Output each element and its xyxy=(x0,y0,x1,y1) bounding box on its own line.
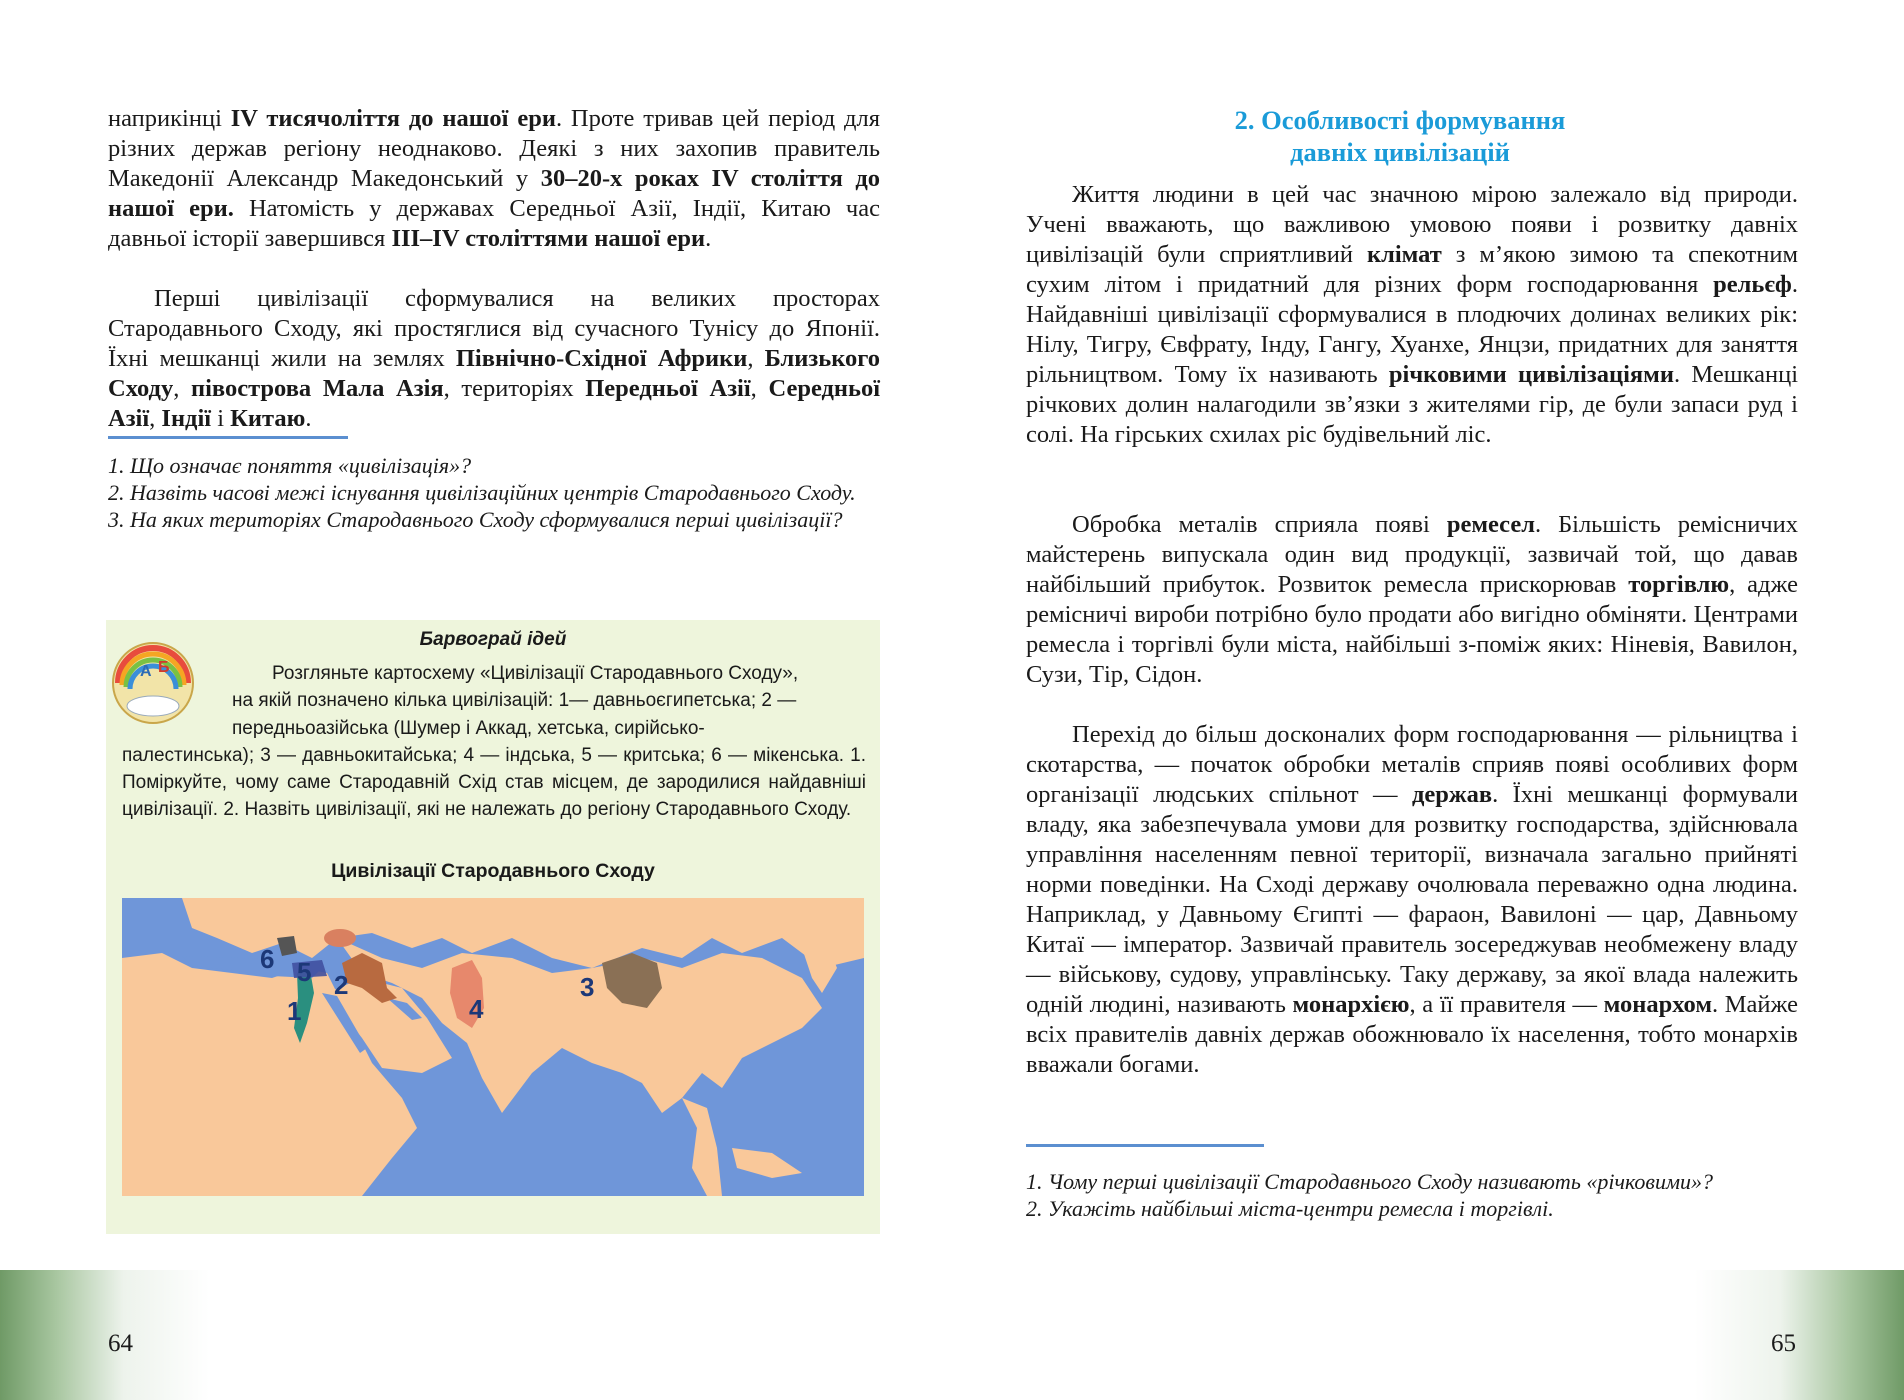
text-run: , xyxy=(747,345,765,372)
text-run: з м’якою зимою та спекотним сухим літом і придатний для різних форм господарювання xyxy=(1026,241,1798,298)
question-item: 2. Укажіть найбільші міста-центри ремесла і торгівлі. xyxy=(1026,1196,1554,1221)
ideas-box xyxy=(106,620,880,1234)
svg-text:А: А xyxy=(140,663,152,680)
section-heading-line: давніх цивілізацій xyxy=(1290,137,1510,167)
section-heading-line: 2. Особливості формування xyxy=(1234,105,1566,135)
section-rule xyxy=(1026,1144,1264,1147)
text-run: , xyxy=(173,375,191,402)
box-text xyxy=(122,660,866,824)
text-run: . Мешканці річкових долин налагодили зв’язки з жителями гір, де були запаси руд і солі. На гірських схилах ріс будівельний ліс. xyxy=(1026,361,1798,448)
question-item: 3. На яких територіях Стародавнього Сходу сформувалися перші цивілізації? xyxy=(108,507,843,532)
text-run: . Проте тривав цей період для різних держав регіону неоднаково. Деякі з них захопив правитель Македонії Александр Македонський у xyxy=(108,105,880,192)
map-title: Цивілізації Стародавнього Сходу xyxy=(331,860,655,882)
bold-term: держав xyxy=(1411,781,1493,808)
bold-term: Китаю xyxy=(230,405,306,432)
text-run: , xyxy=(149,405,162,432)
box-text-line: передньоазійська (Шумер і Аккад, хетська, сирійсько- xyxy=(232,717,705,739)
text-run: . Більшість ремісничих майстерень випускала один вид продукції, зазвичай той, що давав найбільший прибуток. Розвиток ремесла прискорював xyxy=(1026,511,1798,598)
text-run: і xyxy=(211,405,231,432)
bold-term: півострова Мала Азія xyxy=(190,375,444,402)
bold-term: Північно-Східної Африки xyxy=(455,345,748,372)
map-label: 6 xyxy=(260,944,275,974)
question-item: 1. Чому перші цивілізації Стародавнього Сходу називають «річковими»? xyxy=(1026,1169,1713,1194)
text-run: , а її правителя — xyxy=(1409,991,1604,1018)
question-item: 2. Назвіть часові межі існування цивілізаційних центрів Стародавнього Сходу. xyxy=(108,480,856,505)
bold-term: 30–20-х роках IV століття до нашої ери. xyxy=(108,165,880,222)
text-run: Життя людини в цей час значною мірою залежало від природи. Учені вважають, що важливою умовою появи і розвитку давніх цивілізацій були сприятливий xyxy=(1026,181,1798,268)
left-paragraph-2 xyxy=(108,284,880,434)
text-run: Перехід до більш досконалих форм господарювання — рільництва і скотарства, — початок обробки металів сприяв появі особливих форм організації людських спільнот — xyxy=(1026,721,1798,808)
map-label: 1 xyxy=(287,996,302,1026)
map-label: 5 xyxy=(297,957,312,987)
bold-term: Індії xyxy=(161,405,212,432)
text-run: , xyxy=(750,375,769,402)
left-paragraph-1 xyxy=(108,104,880,254)
text-run: . Їхні мешканці формували владу, яка забезпечувала умови для розвитку господарства, здійснювала управління населенням певної території, визначала загально прийняті норми поведінки. На Сході державу очолювала переважно одна людина. Наприклад, у Давньому Єгипті — фараон, Вавилоні — цар, Давньому Китаї — імператор. Зазвичай правитель зосереджував необмежену владу — військову, судову, управлінську. Таку державу, за якої влада належить одній людині, називають xyxy=(1026,781,1798,1018)
bold-term: III–IV століттями нашої ери xyxy=(391,225,706,252)
box-title: Барвограй ідей xyxy=(419,629,567,650)
page-number: 65 xyxy=(1771,1330,1796,1357)
section-heading xyxy=(1022,104,1778,168)
right-paragraph-1 xyxy=(1026,180,1798,450)
bold-term: клімат xyxy=(1366,241,1442,268)
page-footer xyxy=(952,1270,1904,1400)
bold-term: Середньої Азії xyxy=(108,375,881,432)
text-run: наприкінці xyxy=(108,105,231,132)
question-item: 1. Що означає поняття «цивілізація»? xyxy=(108,453,472,478)
text-run: . Майже всіх правителів давніх держав обожнювало їх населення, тобто монархів вважали богами. xyxy=(1026,991,1799,1078)
bold-term: Близького Сходу xyxy=(108,345,881,402)
text-run: . xyxy=(305,405,312,432)
civilizations-map xyxy=(122,898,864,1196)
bold-term: торгівлю xyxy=(1628,571,1730,598)
right-page xyxy=(952,0,1904,1400)
bold-term: ремесел xyxy=(1446,511,1535,538)
right-questions xyxy=(1026,1168,1798,1222)
left-questions xyxy=(108,452,880,533)
bold-term: монархією xyxy=(1292,991,1410,1018)
bold-term: IV тисячоліття до нашої ери xyxy=(230,105,556,132)
box-text-rest: палестинська); 3 — давньокитайська; 4 — індська, 5 — критська; 6 — мікенська. 1. Поміркуйте, чому саме Стародавній Схід став місцем, де зародилися найдавніші цивілізації. 2. Назвіть цивілізації, які не належать до регіону Стародавнього Сходу. xyxy=(122,744,866,821)
page-number: 64 xyxy=(108,1330,133,1357)
text-run: . Найдавніші цивілізації сформувалися в плодючих долинах великих рік: Нілу, Тигру, Євфрату, Інду, Гангу, Хуанхе, Янцзи, придатних для заняття рільництвом. Тому їх називають xyxy=(1026,271,1798,388)
bold-term: монархом xyxy=(1603,991,1713,1018)
text-run: . xyxy=(705,225,712,252)
svg-text:Б: Б xyxy=(158,659,170,676)
map-label: 2 xyxy=(334,970,349,1000)
map-label: 3 xyxy=(580,972,595,1002)
bold-term: річковими цивілізаціями xyxy=(1388,361,1674,388)
page-footer xyxy=(0,1270,952,1400)
bold-term: рельєф xyxy=(1713,271,1792,298)
bold-term: Передньої Азії xyxy=(585,375,751,402)
box-text-line: на якій позначено кілька цивілізацій: 1— давньоєгипетська; 2 — xyxy=(232,690,797,712)
box-text-line: Розгляньте картосхему «Цивілізації Стародавнього Сходу», xyxy=(272,663,799,684)
text-run: Натомість у державах Середньої Азії, Індії, Китаю час давньої історії завершився xyxy=(108,195,880,252)
text-run: Обробка металів сприяла появі xyxy=(1072,511,1447,538)
map-label: 4 xyxy=(469,994,484,1024)
section-rule xyxy=(108,436,348,439)
text-run: Перші цивілізації сформувалися на великих просторах Стародавнього Сходу, які простяглися від сучасного Тунісу до Японії. Їхні мешканці жили на землях xyxy=(108,285,880,372)
right-paragraph-3 xyxy=(1026,720,1798,1080)
text-run: , адже ремісничі вироби потрібно було продати або вигідно обміняти. Центрами ремесла і торгівлі були міста, найбільші з-поміж яких: Ніневія, Вавилон, Сузи, Тір, Сідон. xyxy=(1026,571,1798,688)
text-run: , територіях xyxy=(443,375,586,402)
right-paragraph-2 xyxy=(1026,510,1798,690)
